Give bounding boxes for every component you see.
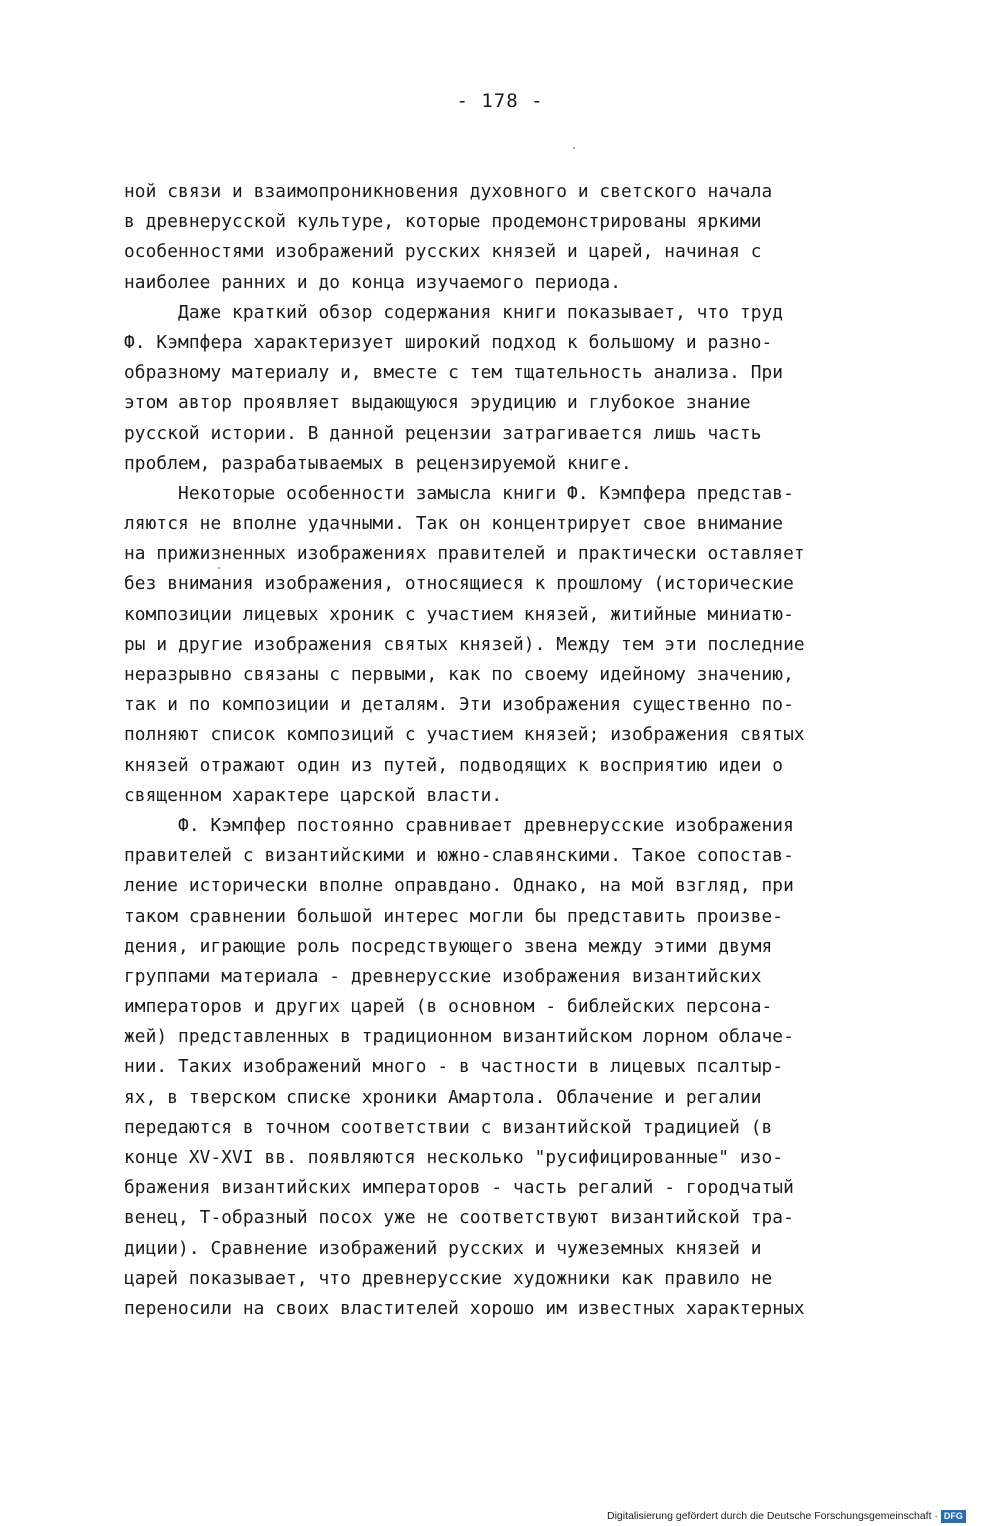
text-line: царей показывает, что древнерусские художники как правило не <box>124 1267 773 1289</box>
scan-speck <box>573 147 575 149</box>
text-line: Даже краткий обзор содержания книги показывает, что труд <box>124 301 784 323</box>
text-line: на прижизненных изображениях правителей и практически оставляет <box>124 543 805 565</box>
text-line: особенностями изображений русских князей и царей, начиная с <box>124 241 762 263</box>
text-line: так и по композиции и деталям. Эти изображения существенно по- <box>124 694 794 716</box>
text-line: в древнерусской культуре, которые продемонстрированы яркими <box>124 211 762 233</box>
digitization-footer <box>607 1508 966 1524</box>
text-line: переносили на своих властителей хорошо им известных характерных <box>124 1297 805 1319</box>
text-line: неразрывно связаны с первыми, как по своему идейному значению, <box>124 664 794 685</box>
text-line: Ф. Кэмпфер постоянно сравнивает древнерусские изображения <box>124 814 794 836</box>
text-line: полняют список композиций с участием князей; изображения святых <box>124 724 805 746</box>
footer-text: Digitalisierung gefördert durch die Deutsche Forschungsgemeinschaft · <box>607 1510 938 1522</box>
text-line: наиболее ранних и до конца изучаемого периода. <box>124 271 622 293</box>
text-line: ях, в тверском списке хроники Амартола. Облачение и регалии <box>124 1086 762 1108</box>
text-line: бражения византийских императоров - часть регалий - городчатый <box>124 1177 794 1199</box>
text-line: группами материала - древнерусские изображения византийских <box>124 965 762 987</box>
text-line: конце XV-XVI вв. появляются несколько "русифицированные" изо- <box>124 1147 784 1168</box>
text-line: Ф. Кэмпфера характеризует широкий подход к большому и разно- <box>124 331 773 353</box>
text-line: образному материалу и, вместе с тем тщательность анализа. При <box>124 362 784 384</box>
text-line: проблем, разрабатываемых в рецензируемой книге. <box>124 452 632 474</box>
text-line: Некоторые особенности замысла книги Ф. Кэмпфера представ- <box>124 482 794 504</box>
text-line: жей) представленных в традиционном византийском лорном облаче- <box>124 1026 794 1048</box>
text-line: ление исторически вполне оправдано. Однако, на мой взгляд, при <box>124 875 794 897</box>
text-line: священном характере царской власти. <box>124 784 503 806</box>
text-line: без внимания изображения, относящиеся к прошлому (исторические <box>124 573 794 595</box>
text-line: русской истории. В данной рецензии затрагивается лишь часть <box>124 422 762 444</box>
text-line: императоров и других царей (в основном - библейских персона- <box>124 996 773 1018</box>
text-line: венец, Т-образный посох уже не соответствуют византийской тра- <box>124 1207 794 1229</box>
text-line: князей отражают один из путей, подводящих к восприятию идеи о <box>124 754 784 776</box>
body-text <box>124 177 894 1324</box>
dfg-logo: DFG <box>941 1510 966 1523</box>
text-line: ной связи и взаимопроникновения духовного и светского начала <box>124 181 773 202</box>
text-line: композиции лицевых хроник с участием князей, житийные миниатю- <box>124 603 794 625</box>
text-line: диции). Сравнение изображений русских и чужеземных князей и <box>124 1237 762 1259</box>
text-line: правителей с византийскими и южно-славянскими. Такое сопостав- <box>124 845 794 867</box>
page-number: - 178 - <box>456 90 544 112</box>
text-line: нии. Таких изображений много - в частности в лицевых псалтыр- <box>124 1056 784 1078</box>
text-line: этом автор проявляет выдающуюся эрудицию и глубокое знание <box>124 392 751 414</box>
text-line: ры и другие изображения святых князей). Между тем эти последние <box>124 633 805 655</box>
text-line: передаются в точном соответствии с византийской традицией (в <box>124 1116 773 1138</box>
text-line: ляются не вполне удачными. Так он концентрирует свое внимание <box>124 513 784 535</box>
text-line: таком сравнении большой интерес могли бы представить произве- <box>124 905 784 927</box>
text-line: дения, играющие роль посредствующего звена между этими двумя <box>124 935 773 957</box>
